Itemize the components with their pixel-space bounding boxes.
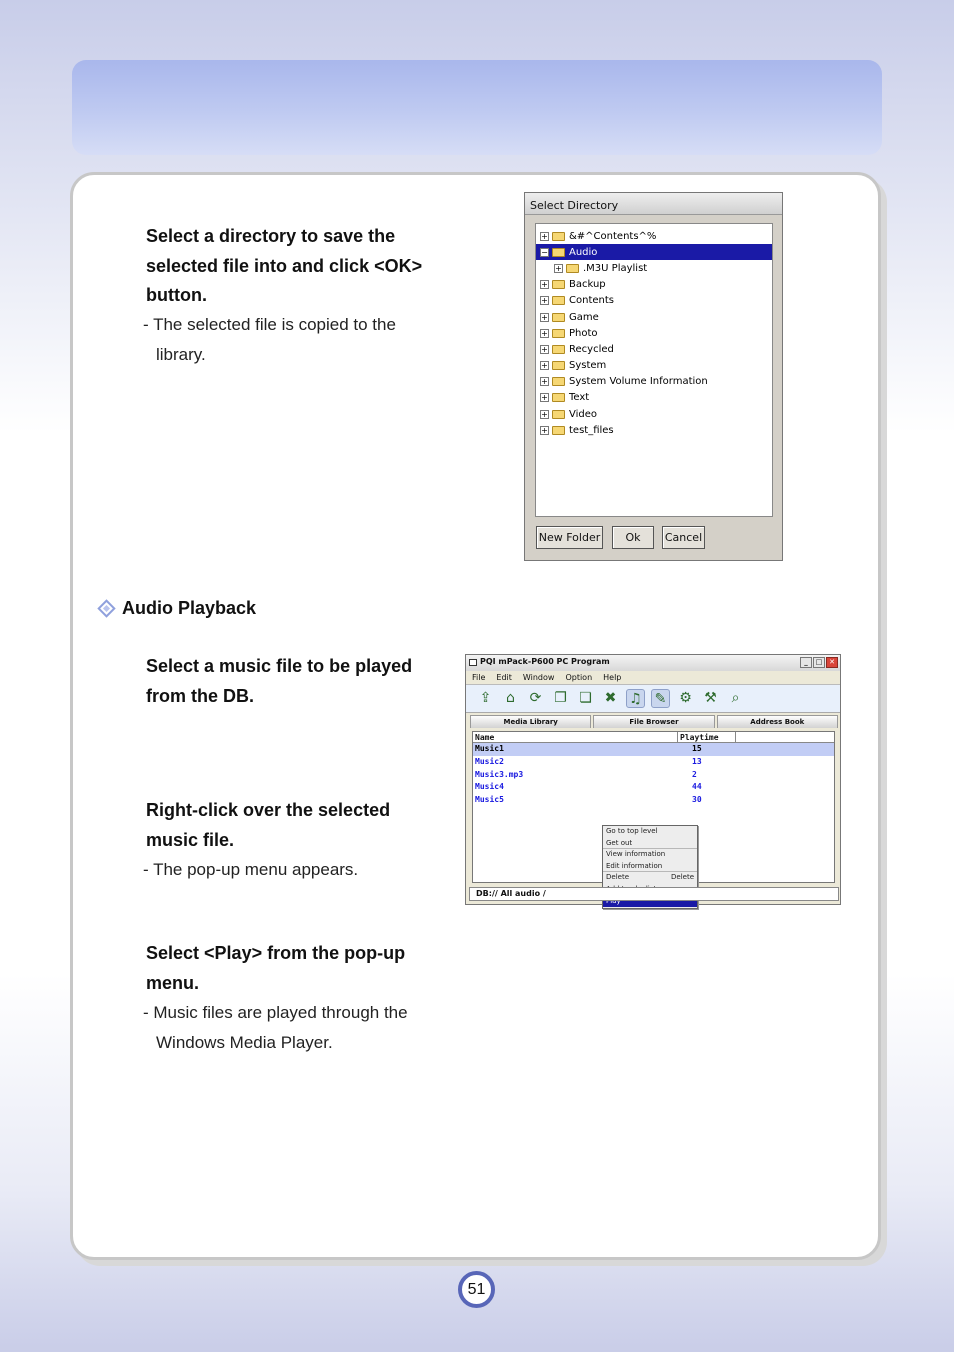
menu-help[interactable]: Help	[603, 673, 622, 682]
menu-item-shortcut: Delete	[671, 873, 694, 882]
expand-icon[interactable]: +	[541, 377, 548, 387]
step-right-click-note	[143, 855, 443, 885]
window-controls	[800, 657, 838, 668]
edit-icon[interactable]: ✎	[651, 689, 670, 708]
menu-item-label: Edit information	[606, 861, 663, 870]
cell-name: Music4	[475, 782, 504, 792]
expand-icon[interactable]: +	[541, 280, 548, 290]
tree-item-label: Photo	[569, 327, 598, 339]
folder-icon	[552, 313, 565, 322]
context-menu-item[interactable]	[603, 849, 697, 861]
toolbar	[466, 685, 840, 713]
folder-icon	[552, 248, 565, 257]
cell-playtime: 30	[692, 795, 702, 805]
settings-icon[interactable]: ⚙	[679, 690, 692, 706]
tree-item[interactable]	[536, 374, 772, 390]
menu-file[interactable]: File	[472, 673, 486, 682]
step-select-play-note	[143, 998, 443, 1058]
tree-item-label: System Volume Information	[569, 376, 708, 388]
diamond-bullet-icon	[97, 599, 115, 617]
cell-playtime: 44	[692, 782, 702, 792]
maximize-icon[interactable]: □	[813, 657, 825, 668]
step-save-directory-title: Select a directory to save the selected file into and click <OK> button.	[146, 226, 423, 305]
tools-icon[interactable]: ⚒	[704, 690, 717, 706]
context-menu-item[interactable]	[603, 872, 697, 884]
tree-item-label: System	[569, 360, 607, 372]
search-icon[interactable]: ⌕	[731, 690, 740, 706]
tree-item-label: Recycled	[569, 343, 614, 355]
page-number: 51	[458, 1271, 495, 1308]
note-line: - The selected file is copied to the	[143, 315, 396, 334]
expand-icon[interactable]: +	[541, 425, 548, 435]
column-name[interactable]: Name	[473, 732, 678, 742]
expand-icon[interactable]: +	[555, 263, 562, 273]
tree-item[interactable]	[536, 277, 772, 293]
menu-item-label: Delete	[606, 873, 629, 882]
audio-view-icon[interactable]: ♫	[626, 689, 645, 708]
ok-button[interactable]: Ok	[612, 526, 654, 549]
cell-playtime: 2	[692, 769, 697, 779]
list-header	[473, 732, 834, 743]
table-row[interactable]	[473, 743, 834, 756]
expand-icon[interactable]: +	[541, 344, 548, 354]
header-band	[72, 60, 882, 155]
tree-item-label: Video	[569, 408, 598, 420]
folder-icon	[552, 296, 565, 305]
tree-item-label: Contents	[569, 295, 614, 307]
tree-item-label: .M3U Playlist	[583, 262, 648, 274]
tree-item[interactable]	[536, 293, 772, 309]
media-list	[472, 731, 835, 883]
menu-option[interactable]: Option	[565, 673, 593, 682]
menu-item-label: View information	[606, 850, 666, 859]
folder-icon	[552, 377, 565, 386]
note-line: - The pop-up menu appears.	[143, 860, 359, 879]
expand-icon[interactable]: +	[541, 328, 548, 338]
cell-name: Music3.mp3	[475, 769, 524, 779]
note-line: library.	[156, 345, 206, 364]
tree-item-label: Text	[569, 392, 590, 404]
tab-file-browser[interactable]: File Browser	[593, 715, 714, 728]
context-menu-item[interactable]	[603, 861, 697, 873]
tree-item[interactable]	[536, 406, 772, 422]
tree-item-label: test_files	[569, 424, 614, 436]
menu-item-label: Go to top level	[606, 827, 658, 835]
directory-tree[interactable]	[535, 223, 773, 517]
menu-edit[interactable]: Edit	[496, 673, 512, 682]
tab-media-library[interactable]: Media Library	[470, 715, 591, 728]
table-row[interactable]	[473, 756, 834, 769]
minimize-icon[interactable]: _	[800, 657, 812, 668]
context-menu-item[interactable]	[603, 826, 697, 838]
folder-icon	[552, 345, 565, 354]
menu-bar	[466, 671, 840, 685]
expand-icon[interactable]: +	[541, 231, 548, 241]
home-icon[interactable]: ⌂	[506, 690, 515, 706]
context-menu-item[interactable]	[603, 838, 697, 850]
tab-strip	[470, 715, 838, 728]
folder-icon	[552, 361, 565, 370]
refresh-icon[interactable]: ⟳	[529, 690, 542, 706]
folder-icon	[552, 329, 565, 338]
note-line: Windows Media Player.	[156, 1033, 333, 1052]
note-line: - Music files are played through the	[143, 1003, 408, 1022]
copy-icon[interactable]: ❐	[554, 690, 567, 706]
step-select-play-title: Select <Play> from the pop-up menu.	[146, 943, 406, 993]
table-row[interactable]	[473, 794, 834, 807]
table-row[interactable]	[473, 769, 834, 782]
paste-icon[interactable]: ❏	[579, 690, 592, 706]
tree-item-label: Backup	[569, 279, 606, 291]
tree-item[interactable]	[536, 244, 772, 260]
expand-icon[interactable]: +	[541, 296, 548, 306]
expand-icon[interactable]: +	[541, 361, 548, 371]
expand-icon[interactable]: +	[541, 409, 548, 419]
new-folder-button[interactable]: New Folder	[536, 526, 603, 549]
tree-item[interactable]	[536, 358, 772, 374]
select-directory-dialog	[524, 192, 783, 561]
folder-icon	[552, 232, 565, 241]
tree-item[interactable]	[536, 390, 772, 406]
status-bar: DB:// All audio /	[469, 887, 839, 901]
tree-item[interactable]	[536, 228, 772, 244]
expand-icon[interactable]: +	[541, 393, 548, 403]
section-heading	[100, 598, 256, 619]
expand-icon[interactable]: +	[541, 312, 548, 322]
step-right-click-title: Right-click over the selected music file.	[146, 800, 391, 850]
menu-item-label: Get out	[606, 838, 633, 847]
cell-name: Music1	[475, 744, 504, 753]
cancel-button[interactable]: Cancel	[662, 526, 705, 549]
app-icon	[469, 659, 477, 666]
tree-item[interactable]	[536, 325, 772, 341]
tree-item-label: Game	[569, 311, 599, 323]
cell-playtime: 13	[692, 756, 702, 766]
dialog-title: Select Directory	[525, 193, 782, 215]
pc-program-window	[465, 654, 841, 905]
tree-item-label: &#^Contents^%	[569, 230, 657, 242]
column-playtime[interactable]: Playtime	[678, 732, 736, 742]
tab-address-book[interactable]: Address Book	[717, 715, 838, 728]
table-row[interactable]	[473, 781, 834, 794]
window-title: PQI mPack-P600 PC Program	[480, 657, 610, 666]
cell-name: Music5	[475, 795, 504, 805]
tree-item[interactable]	[536, 422, 772, 438]
tree-item[interactable]	[536, 260, 772, 276]
tree-item[interactable]	[536, 341, 772, 357]
menu-window[interactable]: Window	[522, 673, 555, 682]
window-titlebar	[466, 655, 840, 671]
folder-icon	[552, 410, 565, 419]
section-title: Audio Playback	[122, 598, 257, 618]
cell-playtime: 15	[692, 744, 702, 753]
folder-icon	[552, 426, 565, 435]
tree-item[interactable]	[536, 309, 772, 325]
upload-icon[interactable]: ⇪	[479, 690, 492, 706]
step-save-directory-note	[143, 310, 443, 370]
cell-name: Music2	[475, 756, 504, 766]
collapse-icon[interactable]: −	[541, 247, 548, 257]
delete-icon[interactable]: ✖	[604, 690, 617, 706]
folder-icon	[552, 393, 565, 402]
tree-item-label: Audio	[569, 246, 598, 258]
close-icon[interactable]: ✕	[826, 657, 838, 668]
step-select-music-title: Select a music file to be played from the DB.	[146, 656, 413, 706]
folder-icon	[552, 280, 565, 289]
folder-icon	[566, 264, 579, 273]
